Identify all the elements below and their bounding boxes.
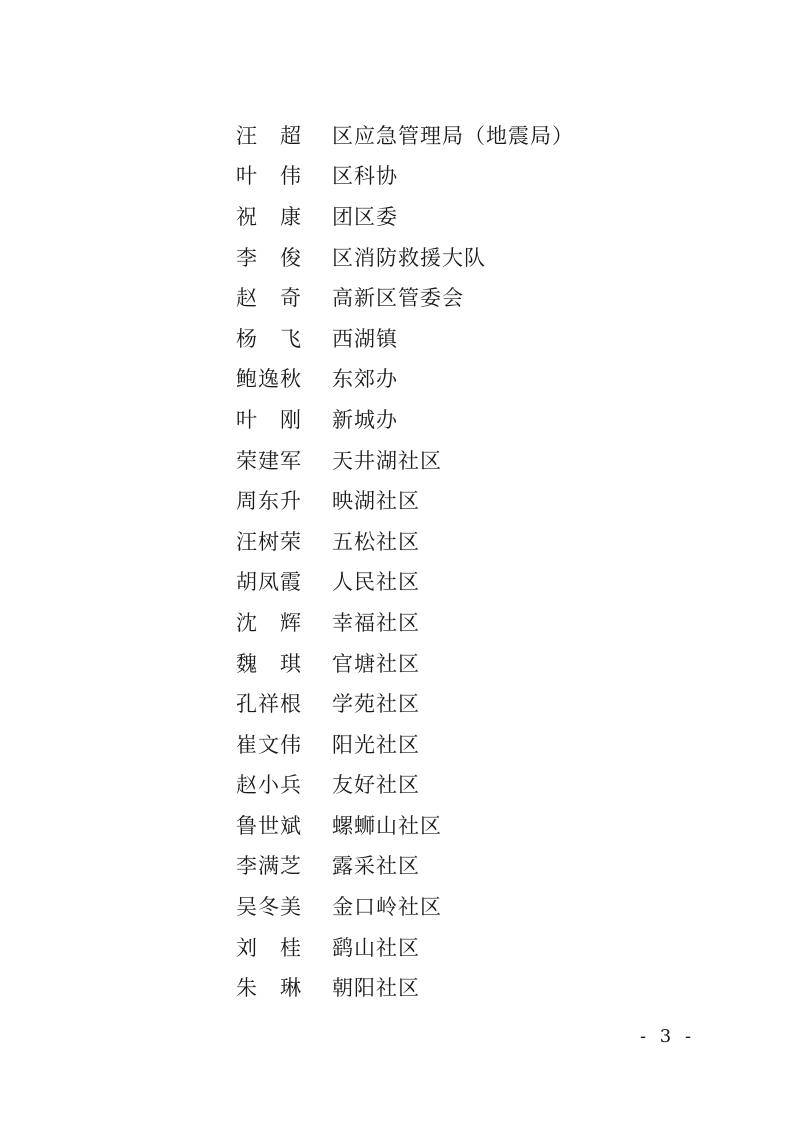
list-item [236, 481, 656, 522]
member-name: 周东升 [236, 489, 302, 514]
member-name: 吴冬美 [236, 895, 302, 920]
member-name: 荣建军 [236, 448, 302, 473]
member-name: 李满芝 [236, 854, 302, 879]
member-name: 朱 琳 [236, 976, 302, 1001]
list-item [236, 887, 656, 928]
list-item [236, 360, 656, 401]
list-item [236, 197, 656, 238]
member-organization: 官塘社区 [332, 651, 420, 676]
member-organization: 天井湖社区 [332, 448, 442, 473]
member-name: 鲁世斌 [236, 813, 302, 838]
member-organization: 鹞山社区 [332, 935, 420, 960]
member-organization: 映湖社区 [332, 489, 420, 514]
member-organization: 金口岭社区 [332, 895, 442, 920]
list-item [236, 644, 656, 685]
list-item [236, 725, 656, 766]
member-organization: 阳光社区 [332, 732, 420, 757]
list-item [236, 157, 656, 198]
member-organization: 五松社区 [332, 529, 420, 554]
member-name: 赵 奇 [236, 286, 302, 311]
member-organization: 区消防救援大队 [332, 245, 486, 270]
list-item [236, 847, 656, 888]
member-organization: 朝阳社区 [332, 976, 420, 1001]
member-name: 汪树荣 [236, 529, 302, 554]
member-organization: 西湖镇 [332, 326, 398, 351]
member-name: 汪 超 [236, 123, 302, 148]
page-number: - 3 - [640, 1026, 696, 1047]
member-organization: 团区委 [332, 204, 398, 229]
member-organization: 区科协 [332, 164, 398, 189]
list-item [236, 238, 656, 279]
member-name: 赵小兵 [236, 773, 302, 798]
member-organization: 学苑社区 [332, 692, 420, 717]
list-item [236, 116, 656, 157]
member-name: 崔文伟 [236, 732, 302, 757]
list-item [236, 806, 656, 847]
list-item [236, 441, 656, 482]
list-item [236, 928, 656, 969]
member-organization: 露采社区 [332, 854, 420, 879]
member-list [236, 116, 656, 1009]
member-name: 刘 桂 [236, 935, 302, 960]
member-organization: 东郊办 [332, 367, 398, 392]
member-name: 胡凤霞 [236, 570, 302, 595]
list-item [236, 563, 656, 604]
list-item [236, 319, 656, 360]
member-name: 杨 飞 [236, 326, 302, 351]
member-name: 叶 伟 [236, 164, 302, 189]
member-name: 沈 辉 [236, 610, 302, 635]
member-organization: 区应急管理局（地震局） [332, 123, 574, 148]
member-name: 李 俊 [236, 245, 302, 270]
list-item [236, 522, 656, 563]
member-name: 祝 康 [236, 204, 302, 229]
list-item [236, 278, 656, 319]
member-organization: 螺蛳山社区 [332, 813, 442, 838]
list-item [236, 400, 656, 441]
member-name: 孔祥根 [236, 692, 302, 717]
member-name: 叶 刚 [236, 407, 302, 432]
member-organization: 人民社区 [332, 570, 420, 595]
list-item [236, 603, 656, 644]
member-organization: 幸福社区 [332, 610, 420, 635]
list-item [236, 968, 656, 1009]
list-item [236, 766, 656, 807]
member-name: 鲍逸秋 [236, 367, 302, 392]
member-name: 魏 琪 [236, 651, 302, 676]
member-organization: 高新区管委会 [332, 286, 464, 311]
member-organization: 新城办 [332, 407, 398, 432]
list-item [236, 684, 656, 725]
member-organization: 友好社区 [332, 773, 420, 798]
